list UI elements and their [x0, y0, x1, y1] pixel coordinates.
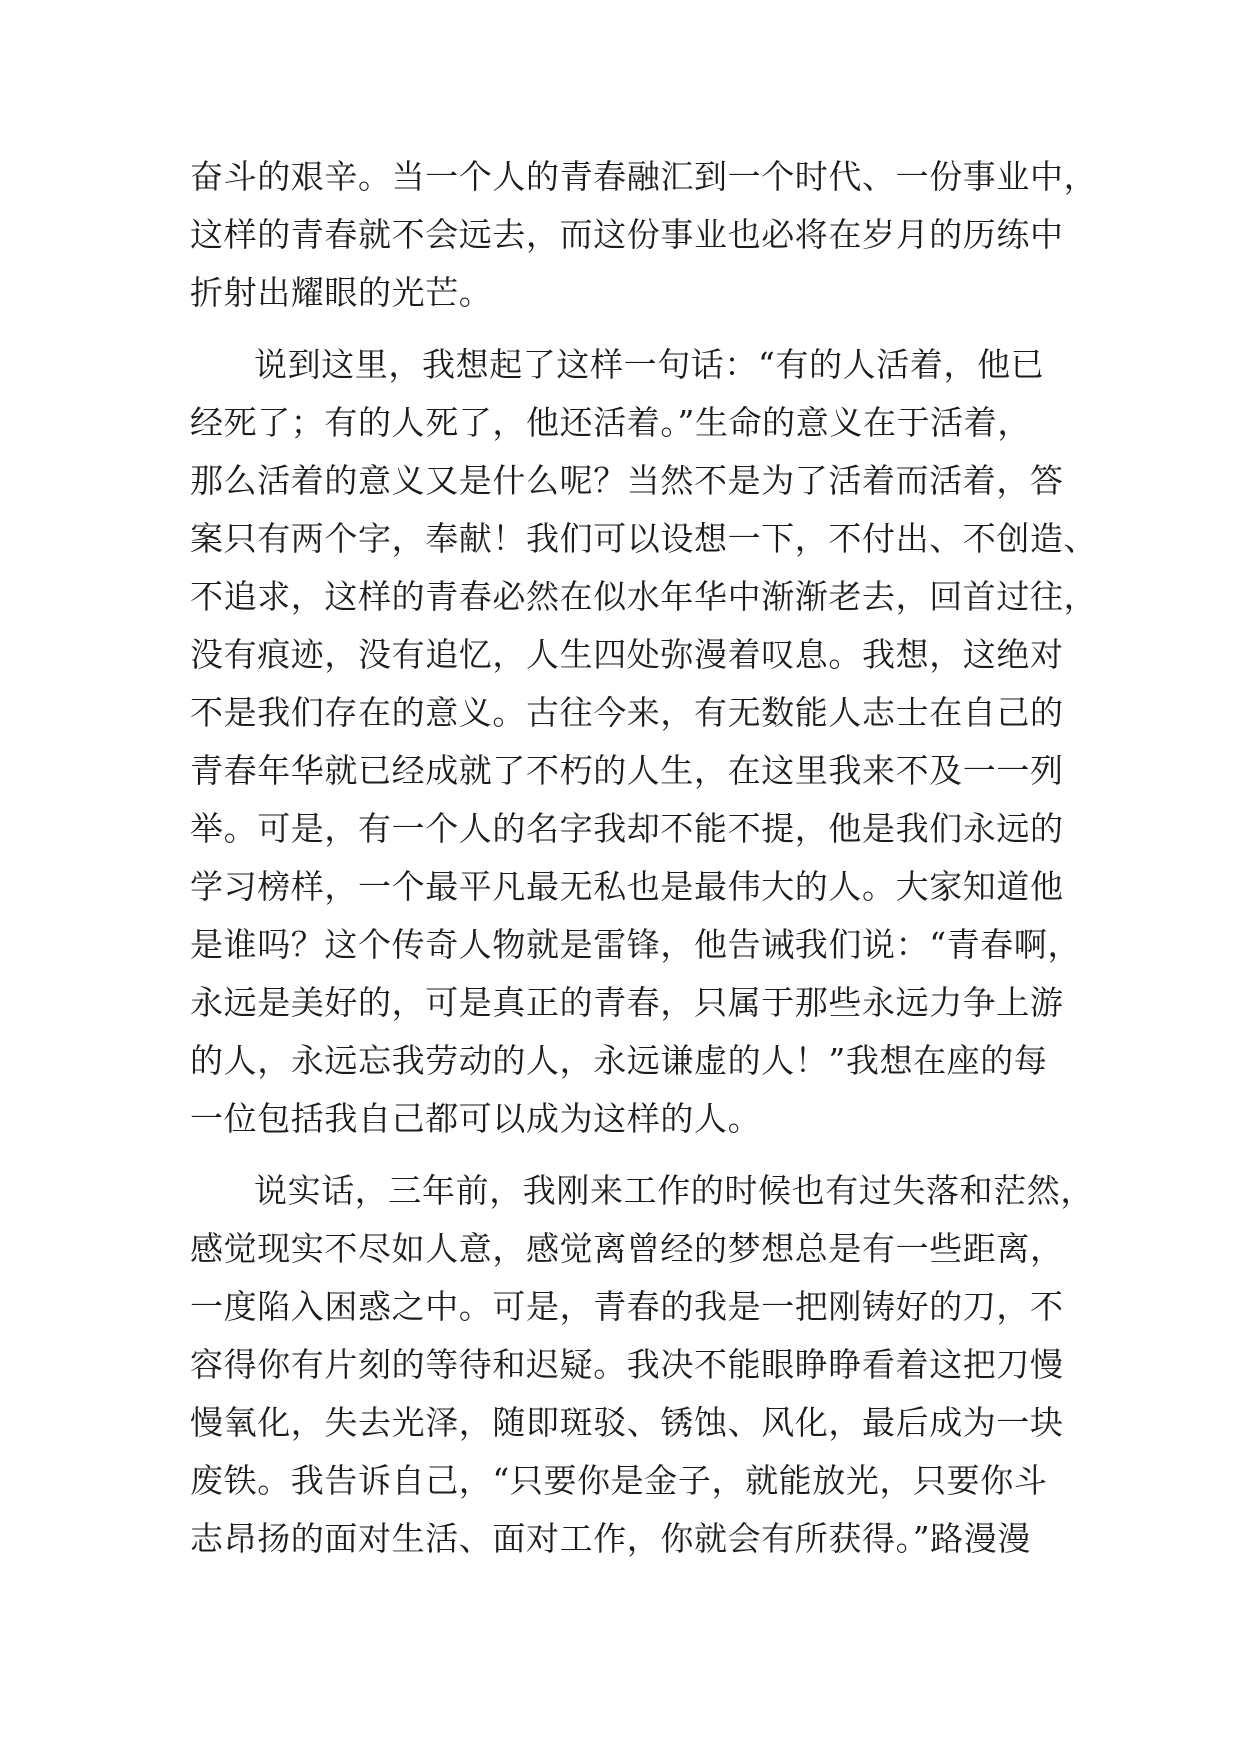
text-line: 不是我们存在的意义。古往今来，有无数能人志士在自己的	[190, 693, 1064, 732]
text-line: 折射出耀眼的光芒。	[190, 273, 493, 312]
text-line: 志昂扬的面对生活、面对工作，你就会有所获得。”路漫漫	[190, 1519, 1031, 1558]
text-line: 学习榜样，一个最平凡最无私也是最伟大的人。大家知道他	[190, 867, 1064, 906]
text-line: 一位包括我自己都可以成为这样的人。	[190, 1099, 762, 1138]
text-line: 没有痕迹，没有追忆，人生四处弥漫着叹息。我想，这绝对	[190, 635, 1064, 674]
body-text	[190, 148, 1098, 1568]
text-line: 容得你有片刻的等待和迟疑。我决不能眼睁睁看着这把刀慢	[190, 1345, 1064, 1384]
text-line: 这样的青春就不会远去，而这份事业也必将在岁月的历练中	[190, 215, 1064, 254]
text-line: 是谁吗？这个传奇人物就是雷锋，他告诫我们说：“青春啊，	[190, 925, 1082, 964]
text-line: 奋斗的艰辛。当一个人的青春融汇到一个时代、一份事业中，	[190, 157, 1098, 196]
paragraph-start-line: 说到这里，我想起了这样一句话：“有的人活着，他已	[254, 345, 1045, 384]
text-line: 案只有两个字，奉献！我们可以设想一下，不付出、不创造、	[190, 519, 1098, 558]
text-line: 举。可是，有一个人的名字我却不能不提，他是我们永远的	[190, 809, 1064, 848]
paragraph-start-line: 说实话，三年前，我刚来工作的时候也有过失落和茫然，	[254, 1171, 1094, 1210]
text-line: 慢氧化，失去光泽，随即斑驳、锈蚀、风化，最后成为一块	[190, 1403, 1064, 1442]
text-line: 经死了；有的人死了，他还活着。”生命的意义在于活着，	[190, 403, 1031, 442]
text-line: 感觉现实不尽如人意，感觉离曾经的梦想总是有一些距离，	[190, 1229, 1064, 1268]
text-line: 永远是美好的，可是真正的青春，只属于那些永远力争上游	[190, 983, 1064, 1022]
text-line: 青春年华就已经成就了不朽的人生，在这里我来不及一一列	[190, 751, 1064, 790]
text-line: 的人，永远忘我劳动的人，永远谦虚的人！”我想在座的每	[190, 1041, 1048, 1080]
text-line: 废铁。我告诉自己，“只要你是金子，就能放光，只要你斗	[190, 1461, 1048, 1500]
text-line: 那么活着的意义又是什么呢？当然不是为了活着而活着，答	[190, 461, 1064, 500]
text-line: 不追求，这样的青春必然在似水年华中渐渐老去，回首过往，	[190, 577, 1098, 616]
text-line: 一度陷入困惑之中。可是，青春的我是一把刚铸好的刀，不	[190, 1287, 1064, 1326]
